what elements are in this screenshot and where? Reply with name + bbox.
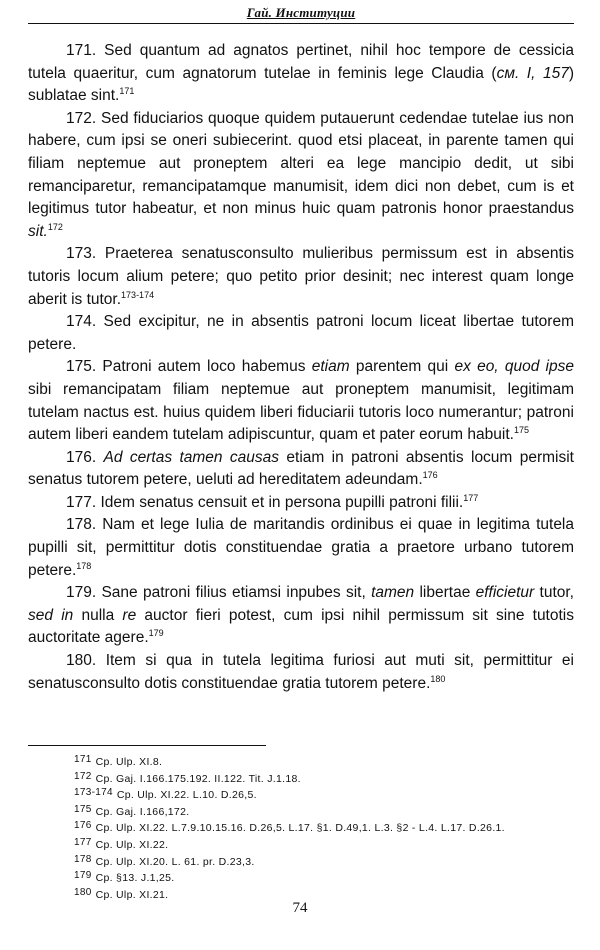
text-segment: 177. Idem senatus censuit et in persona pupilli patroni filii.: [66, 493, 464, 511]
footnote-text: Ср. §13. J.1,25.: [95, 872, 175, 885]
footnote-number: 172: [74, 770, 92, 782]
text-segment: 179. Sane patroni filius etiamsi inpubes sit,: [66, 584, 372, 602]
footnote-item: [74, 786, 574, 803]
text-segment: 171. Sed quantum ad agnatos pertinet, nihil hoc tempore de cessicia tutela quaeritur, cum agnatorum tutelae in feminis lege Claudia (: [28, 42, 574, 82]
text-segment: tutor,: [534, 584, 574, 602]
paragraph: [28, 582, 574, 650]
footnote-item: [74, 770, 574, 787]
italic-text: re: [122, 606, 137, 624]
text-segment: 173. Praeterea senatusconsulto mulieribus permissum est in absentis tutoris locum alium petere; quo petito prior desinit; nec interest quam longe aberit is tutor.: [28, 245, 574, 308]
footnote-text: Ср. Ulp. XI.8.: [95, 756, 163, 768]
footnote-number: 177: [74, 836, 92, 848]
text-segment: libertae: [414, 584, 476, 602]
footnote-text: Ср. Ulp. XI.22.: [95, 838, 169, 851]
text-segment: 172. Sed fiduciarios quoque quidem putauerunt cedendae tutelae ius non habere, cum ipsi se oneri subiecerint. quod etsi placeat, in parente tamen qui filiam neptemue aut proneptem alteri ea lege mancipio dedit, ut sibi remanciparetur, remancipatamque manumisit, idem dici non debet, cum is et legitimus tutor habeatur, et non minus huic quam patronis honor praestandus: [28, 109, 574, 218]
italic-text: см. I, 157: [496, 64, 569, 82]
paragraph: [28, 492, 574, 515]
page-number: 74: [292, 900, 308, 916]
paragraph: [28, 447, 574, 492]
text-segment: 175. Patroni autem loco habemus: [66, 358, 312, 376]
italic-text: sit.: [28, 222, 48, 240]
footnote-ref[interactable]: 177: [463, 492, 479, 503]
footnote-text: Ср. Ulp. XI.20. L. 61. pr. D.23,3.: [95, 855, 255, 868]
footnote-number: 178: [74, 853, 92, 865]
running-header-title: Гай. Институции: [246, 5, 356, 20]
footnote-text: Ср. Ulp. XI.22. L.10. D.26,5.: [116, 789, 257, 802]
footnote-ref[interactable]: 178: [76, 560, 92, 571]
footnote-number: 176: [74, 820, 92, 832]
footnote-item: [74, 869, 574, 886]
footnote-ref[interactable]: 180: [430, 673, 446, 684]
footnote-item: [74, 819, 574, 836]
paragraph: [28, 650, 574, 695]
text-segment: 174. Sed excipitur, ne in absentis patroni locum liceat libertae tutorem petere.: [28, 313, 574, 353]
running-header: [28, 2, 574, 24]
footnote-text: Ср. Gaj. I.166.175.192. II.122. Tit. J.1.18.: [95, 772, 301, 785]
footnote-ref[interactable]: 172: [47, 221, 63, 232]
italic-text: ex eo, quod ipse: [454, 358, 574, 376]
text-segment: etiam in patroni absentis locum permisit senatus tutorem petere, ueluti ad hereditatem adeundam.: [28, 448, 574, 489]
footnote-item: [74, 803, 574, 820]
paragraph: [28, 311, 574, 356]
italic-text: sed in: [28, 606, 74, 624]
footnote-number: 180: [74, 886, 92, 898]
footnote-item: [74, 753, 574, 770]
text-segment: 178. Nam et lege Iulia de maritandis ordinibus ei quae in legitima tutela pupilli sit, permittitur dotis constituendae gratia a praetore urbano tutorem petere.: [28, 516, 574, 579]
footnote-separator: [28, 745, 266, 746]
footnote-text: Ср. Ulp. XI.22. L.7.9.10.15.16. D.26,5. L.17. §1. D.49,1. L.3. §2 - L.4. L.17. D.26.1.: [95, 822, 505, 835]
footnote-ref[interactable]: 176: [422, 470, 438, 481]
footnote-number: 179: [74, 870, 92, 882]
italic-text: etiam: [311, 358, 350, 376]
footnote-number: 171: [74, 754, 92, 765]
paragraph: [28, 514, 574, 582]
paragraph: [28, 40, 574, 108]
italic-text: Ad certas tamen causas: [103, 448, 280, 466]
text-segment: nulla: [73, 606, 123, 624]
main-text: [28, 40, 574, 695]
footnote-ref[interactable]: 175: [513, 424, 529, 435]
footnote-ref[interactable]: 179: [148, 628, 164, 639]
footnote-text: Ср. Gaj. I.166,172.: [95, 805, 190, 818]
footnote-item: [74, 853, 574, 870]
paragraph: [28, 356, 574, 446]
text-segment: ) sublatae sint.: [28, 64, 574, 105]
footnote-number: 175: [74, 803, 92, 815]
footnotes: [74, 753, 574, 902]
paragraph: [28, 243, 574, 311]
footnote-item: [74, 836, 574, 853]
footnote-text: Ср. Ulp. XI.21.: [95, 888, 169, 901]
header-rule: [28, 23, 574, 24]
text-segment: sibi remancipatam filiam neptemue aut proneptem manumisit, legitimam tutelam nactus est. huius quidem liberi fiduciarii tutoris loco numerantur; patroni autem liberi eandem tutelam adipiscuntur, quam et pater eorum habuit.: [28, 380, 574, 444]
footnote-ref[interactable]: 173-174: [121, 289, 155, 300]
footnote-ref[interactable]: 171: [119, 86, 135, 97]
text-segment: parentem qui: [349, 358, 455, 376]
italic-text: efficietur: [475, 584, 535, 602]
text-segment: auctor fieri potest, cum ipsi nihil permissum sit sine tutotis auctoritate agere.: [28, 606, 574, 647]
text-segment: 176.: [66, 448, 104, 466]
footnote-number: 173-174: [74, 787, 113, 799]
text-segment: 180. Item si qua in tutela legitima furiosi aut muti sit, permittitur ei senatusconsulto dotis constituendae gratia tutorem petere.: [28, 652, 574, 692]
paragraph: [28, 108, 574, 244]
italic-text: tamen: [371, 584, 415, 602]
